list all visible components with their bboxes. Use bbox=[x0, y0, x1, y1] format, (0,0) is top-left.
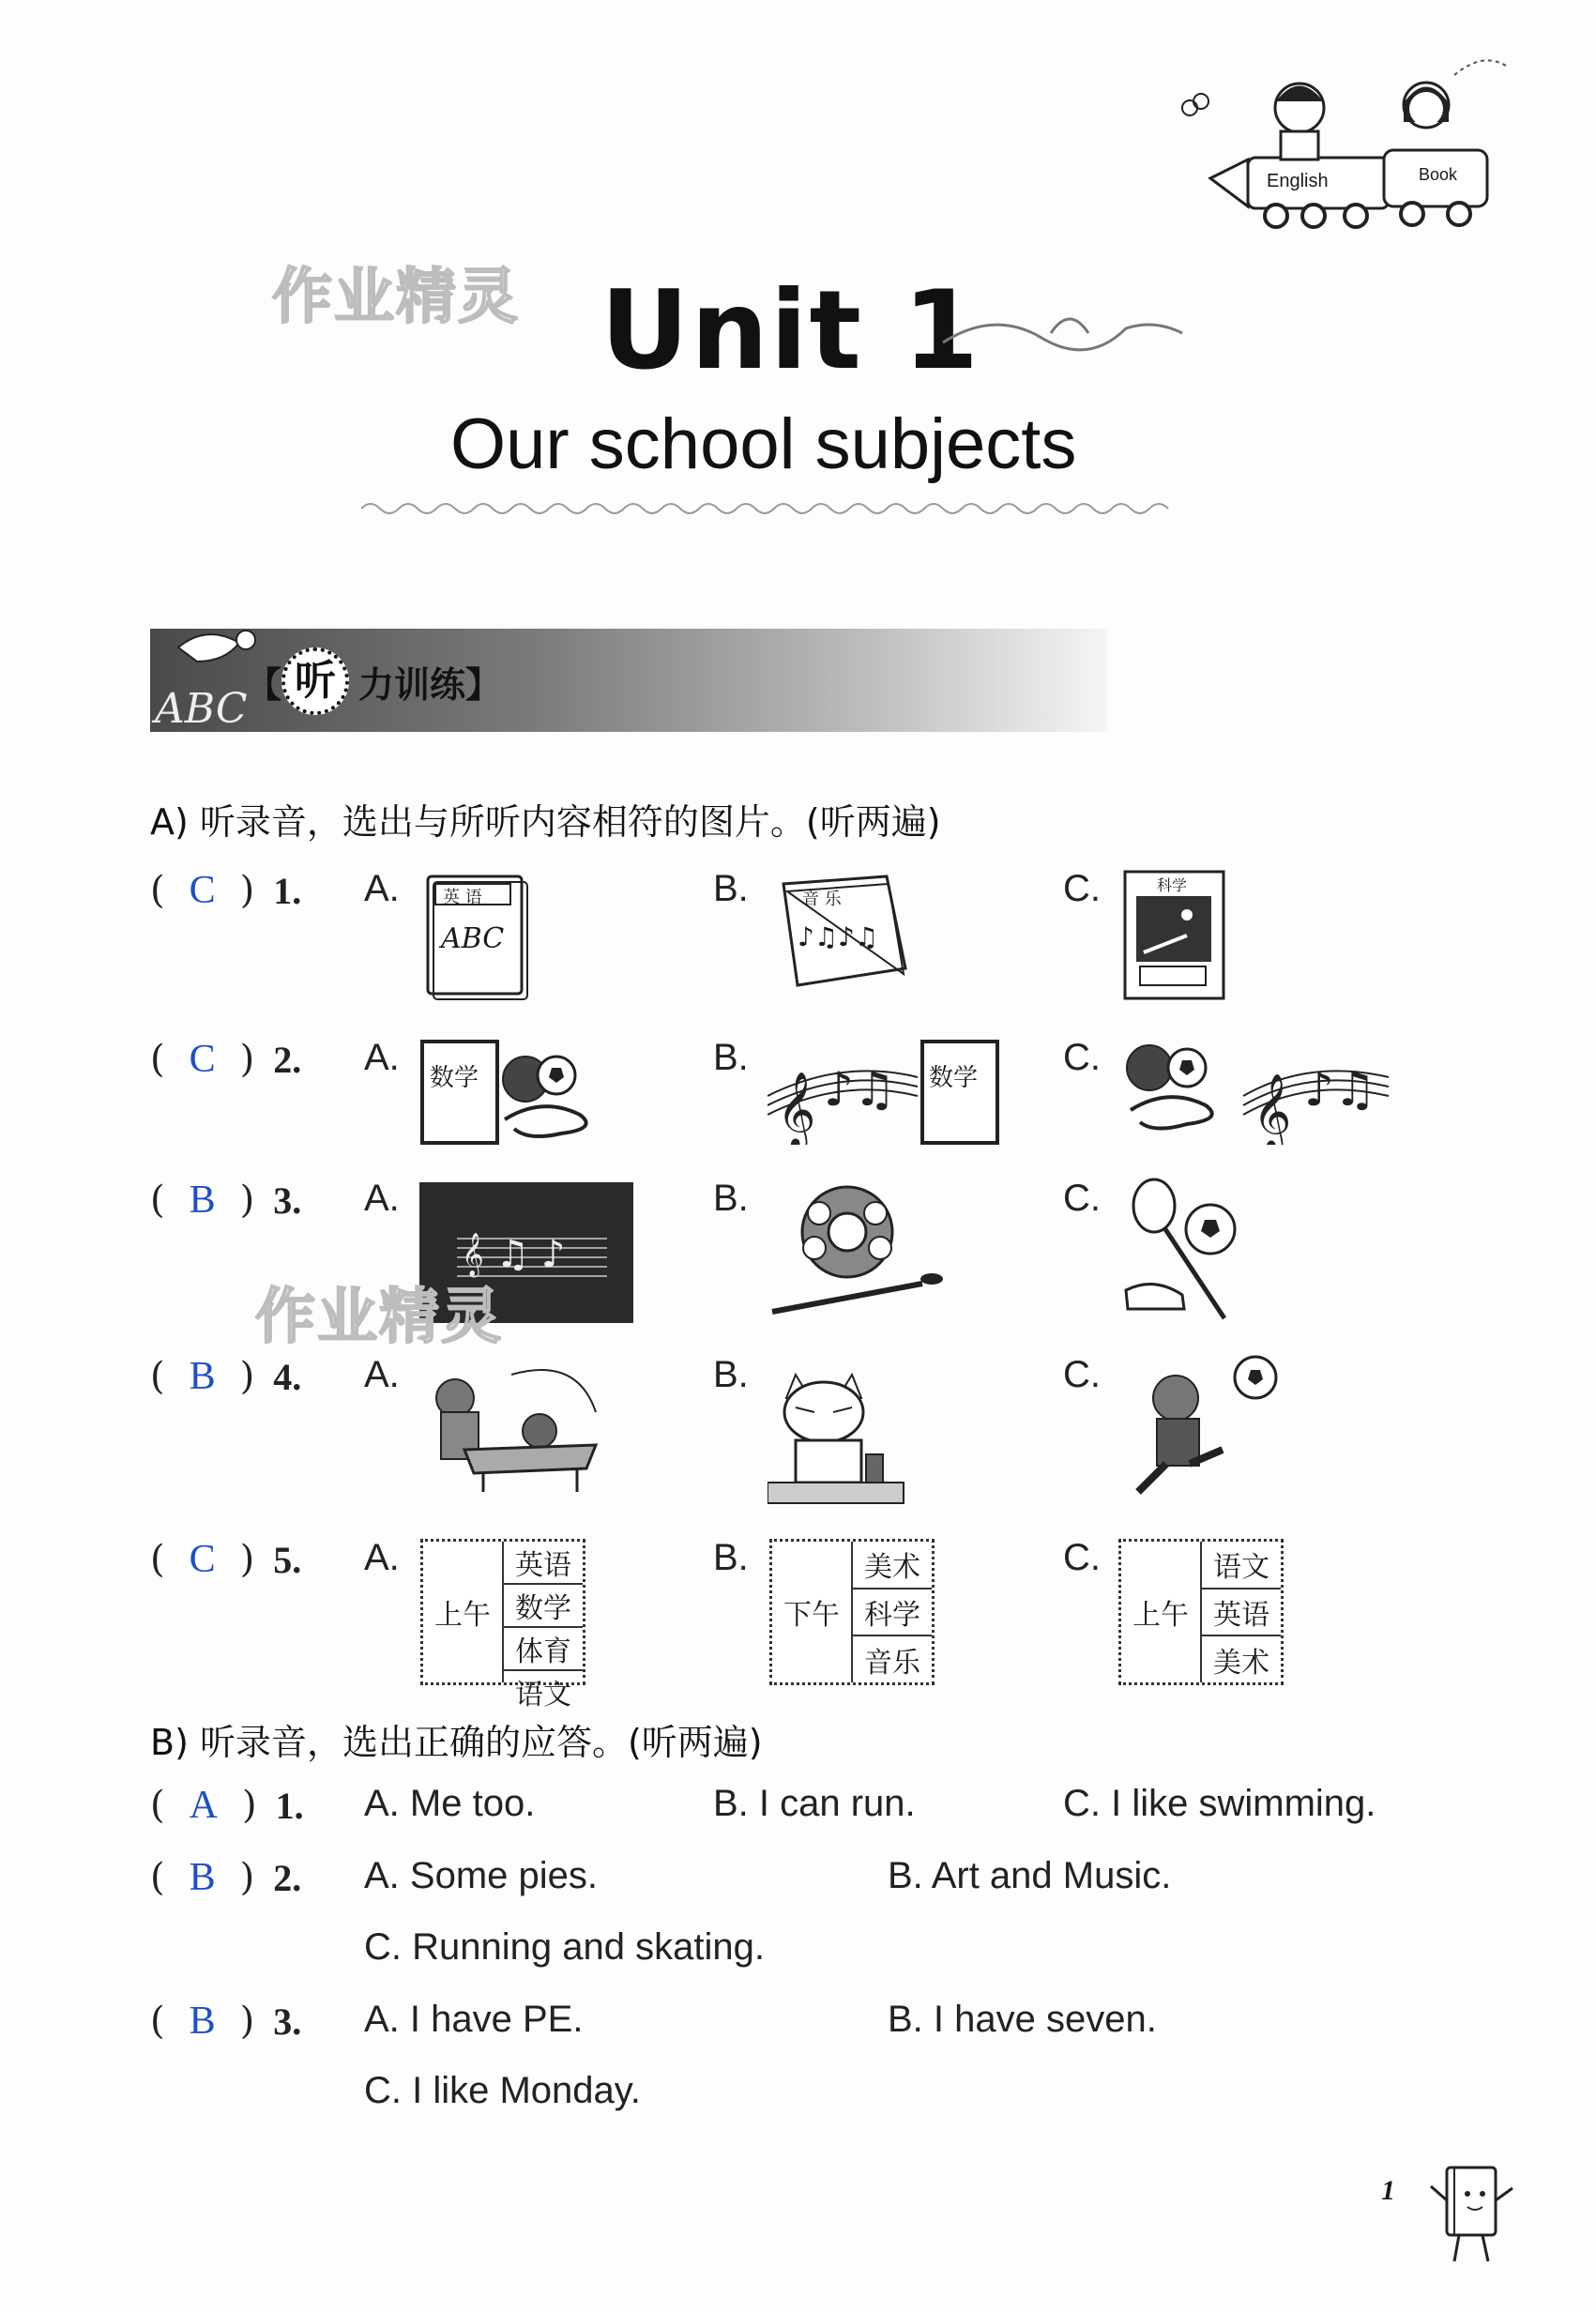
paren-open: ( bbox=[150, 1038, 165, 1081]
sports-equipment-image bbox=[1117, 1178, 1248, 1328]
schedule-subject: 科学 bbox=[853, 1590, 932, 1637]
book-text: ABC bbox=[441, 922, 505, 955]
cat-icon bbox=[768, 1356, 908, 1506]
unit-title: Unit 1 bbox=[600, 267, 981, 394]
svg-text:𝄞: 𝄞 bbox=[777, 1071, 816, 1145]
question-a5 bbox=[150, 1537, 301, 1582]
cat-crafting-image bbox=[768, 1356, 908, 1506]
question-number: 4. bbox=[273, 1355, 302, 1398]
svg-text:♪♫: ♪♫ bbox=[824, 1062, 896, 1117]
answer-option-a: A. Some pies. bbox=[364, 1855, 599, 1896]
book-mascot-icon bbox=[1426, 2158, 1520, 2271]
book-badge: Book bbox=[1419, 165, 1458, 184]
answer-option-b: B. I have seven. bbox=[888, 1999, 1157, 2040]
palette-brush-image bbox=[768, 1180, 946, 1316]
bracket-close: 】 bbox=[465, 663, 502, 706]
page-number: 1 bbox=[1381, 2175, 1395, 2206]
animals-ping-pong-image bbox=[418, 1356, 605, 1497]
paren-close: ) bbox=[241, 1784, 257, 1827]
ping-pong-animals-icon bbox=[418, 1356, 605, 1497]
english-badge: English bbox=[1267, 171, 1329, 191]
paren-close: ) bbox=[239, 1538, 255, 1581]
option-label-c: C. bbox=[1063, 868, 1101, 909]
question-a3 bbox=[150, 1178, 301, 1223]
option-label-b: B. bbox=[713, 1537, 749, 1578]
schedule-period: 下午 bbox=[772, 1542, 853, 1682]
question-b2 bbox=[150, 1855, 301, 1900]
paren-close: ) bbox=[239, 869, 255, 912]
section-a-heading: A) 听录音，选出与所听内容相符的图片。(听两遍) bbox=[150, 801, 941, 843]
answer: A bbox=[189, 1784, 218, 1827]
paren-open: ( bbox=[150, 2000, 165, 2043]
book-text: ♪♫♪♫ bbox=[798, 921, 878, 952]
option-label-b: B. bbox=[713, 1037, 749, 1078]
option-label-b: B. bbox=[713, 1354, 749, 1395]
question-number: 2. bbox=[273, 1038, 302, 1081]
schedule-a bbox=[420, 1539, 585, 1711]
title-swirl-icon bbox=[938, 300, 1192, 357]
paren-close: ) bbox=[239, 1355, 255, 1398]
paren-open: ( bbox=[150, 1856, 165, 1899]
answer-option-c: C. I like Monday. bbox=[364, 2070, 641, 2111]
math-pe-image bbox=[420, 1040, 608, 1145]
unit-subtitle: Our school subjects bbox=[450, 404, 1077, 484]
paren-close: ) bbox=[239, 2000, 255, 2043]
banner-title bbox=[246, 647, 501, 715]
answer: C bbox=[189, 1538, 216, 1581]
question-number: 3. bbox=[273, 2000, 302, 2043]
answer-option-b: B. Art and Music. bbox=[888, 1855, 1172, 1896]
option-label-a: A. bbox=[364, 1178, 400, 1219]
schedule-period: 上午 bbox=[423, 1542, 504, 1682]
paren-open: ( bbox=[150, 1538, 165, 1581]
pe-music-image bbox=[1121, 1040, 1393, 1145]
book-title: 英 语 bbox=[443, 888, 482, 907]
board-notes: 𝄞 ♫ ♪ bbox=[462, 1233, 566, 1276]
racket-ball-shoe-icon bbox=[1117, 1178, 1248, 1328]
paren-open: ( bbox=[150, 869, 165, 912]
book-title: 音 乐 bbox=[802, 890, 842, 909]
kids-pencil-book-icon bbox=[1173, 56, 1511, 235]
paren-close: ) bbox=[239, 1856, 255, 1899]
paren-close: ) bbox=[239, 1179, 255, 1222]
question-a2 bbox=[150, 1037, 301, 1082]
schedule-subject: 美术 bbox=[1213, 1646, 1269, 1680]
ball-rope-notes-icon bbox=[1121, 1040, 1393, 1145]
abc-decoration: ABC bbox=[155, 685, 248, 733]
schedule-subject: 体育 bbox=[504, 1628, 583, 1671]
schedule-subject: 英语 bbox=[1202, 1590, 1281, 1637]
option-label-a: A. bbox=[364, 1354, 400, 1395]
option-label-b: B. bbox=[713, 868, 749, 909]
option-label-c: C. bbox=[1063, 1178, 1101, 1219]
question-number: 1. bbox=[273, 869, 302, 912]
schedule-b bbox=[769, 1539, 935, 1685]
answer-option-a: A. I have PE. bbox=[364, 1999, 584, 2040]
schedule-subjects bbox=[1202, 1542, 1281, 1682]
option-label-c: C. bbox=[1063, 1037, 1101, 1078]
schedule-c bbox=[1118, 1539, 1284, 1685]
watermark-top: 作业精灵 bbox=[272, 263, 520, 332]
wavy-divider bbox=[361, 497, 1178, 520]
answer-option-a: A. Me too. bbox=[364, 1783, 536, 1824]
answer-option-b: B. I can run. bbox=[713, 1783, 916, 1824]
english-book-image bbox=[422, 871, 535, 1002]
option-label-a: A. bbox=[364, 1037, 400, 1078]
header-illustration bbox=[1173, 56, 1511, 235]
schedule-subject: 语文 bbox=[515, 1679, 571, 1711]
question-a4 bbox=[150, 1354, 301, 1399]
schedule-subject: 音乐 bbox=[864, 1646, 920, 1680]
schedule-period: 上午 bbox=[1121, 1542, 1202, 1682]
cat-football-image bbox=[1115, 1351, 1284, 1506]
question-number: 5. bbox=[273, 1538, 302, 1581]
section-b-heading: B) 听录音，选出正确的应答。(听两遍) bbox=[150, 1722, 763, 1763]
option-label-b: B. bbox=[713, 1178, 749, 1219]
answer-option-c: C. Running and skating. bbox=[364, 1926, 765, 1968]
answer: B bbox=[189, 2000, 216, 2043]
schedule-subject: 语文 bbox=[1202, 1542, 1281, 1590]
option-label-c: C. bbox=[1063, 1354, 1101, 1395]
question-number: 3. bbox=[273, 1179, 302, 1222]
schedule-subjects bbox=[504, 1542, 583, 1711]
schedule-subjects bbox=[853, 1542, 932, 1682]
answer: B bbox=[189, 1179, 216, 1222]
question-b3 bbox=[150, 1999, 301, 2044]
palette-brush-icon bbox=[768, 1180, 946, 1316]
question-b1 bbox=[150, 1783, 304, 1828]
answer: C bbox=[189, 869, 216, 912]
answer: B bbox=[189, 1856, 216, 1899]
bracket-open: 【 bbox=[246, 663, 282, 706]
paren-close: ) bbox=[239, 1038, 255, 1081]
listen-char: 听 bbox=[281, 647, 349, 715]
answer-option-c: C. I like swimming. bbox=[1063, 1783, 1376, 1824]
book-label: 数学 bbox=[929, 1064, 979, 1092]
cat-kicking-ball-icon bbox=[1115, 1351, 1284, 1506]
svg-text:𝄞: 𝄞 bbox=[1253, 1072, 1292, 1145]
schedule-subject: 数学 bbox=[504, 1585, 583, 1628]
question-number: 1. bbox=[275, 1784, 304, 1827]
paren-open: ( bbox=[150, 1355, 165, 1398]
answer: B bbox=[189, 1355, 216, 1398]
music-math-image bbox=[768, 1040, 1002, 1145]
option-label-a: A. bbox=[364, 1537, 400, 1578]
answer: C bbox=[189, 1038, 216, 1081]
book-title: 科学 bbox=[1157, 876, 1188, 894]
question-a1 bbox=[150, 868, 301, 913]
watermark-mid: 作业精灵 bbox=[255, 1283, 503, 1352]
book-label: 数学 bbox=[430, 1064, 479, 1092]
paren-open: ( bbox=[150, 1179, 165, 1222]
question-number: 2. bbox=[273, 1856, 302, 1899]
option-label-c: C. bbox=[1063, 1537, 1101, 1578]
paren-open: ( bbox=[150, 1784, 165, 1827]
science-book-image bbox=[1121, 868, 1229, 1004]
banner-rest: 力训练 bbox=[358, 663, 466, 706]
svg-text:♪♫: ♪♫ bbox=[1304, 1062, 1376, 1117]
schedule-subject: 美术 bbox=[853, 1542, 932, 1590]
schedule-subject: 英语 bbox=[504, 1542, 583, 1585]
music-book-image bbox=[774, 875, 910, 992]
option-label-a: A. bbox=[364, 868, 400, 909]
